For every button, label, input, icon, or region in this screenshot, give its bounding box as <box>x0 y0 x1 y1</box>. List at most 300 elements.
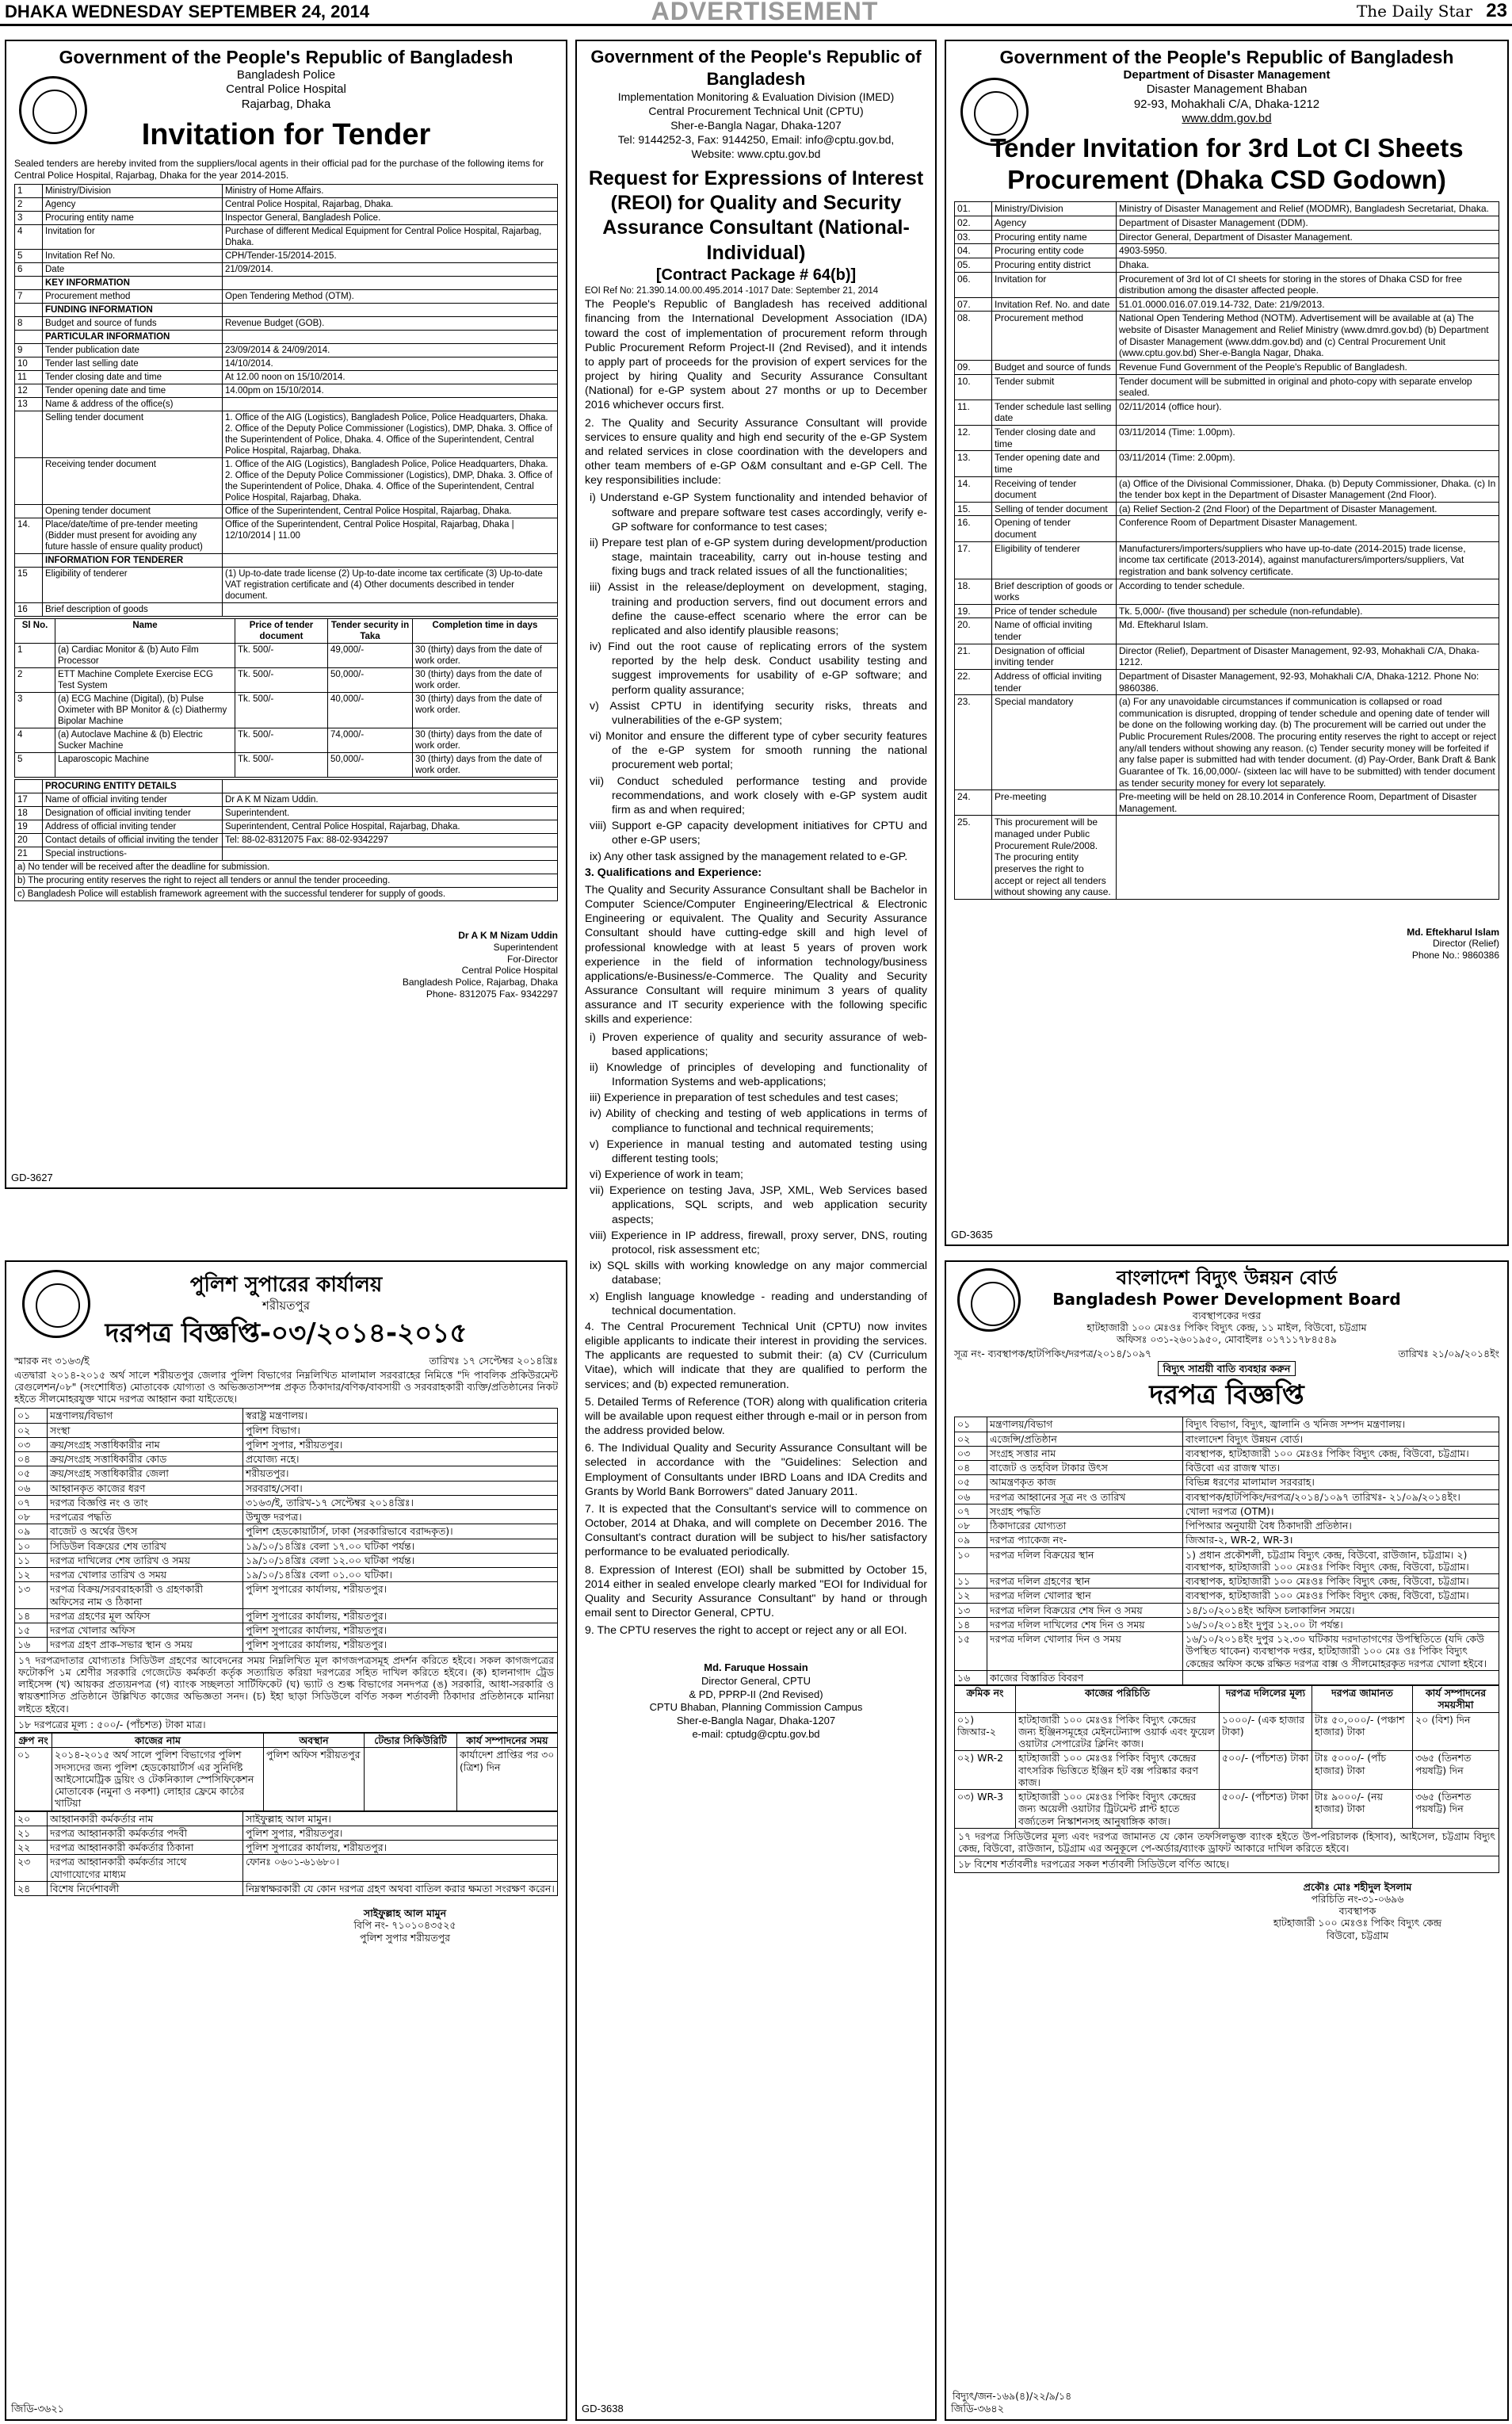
table-cell: ০৫ <box>955 1475 987 1489</box>
table-row <box>955 1432 1499 1446</box>
table-cell: সংস্থা <box>48 1423 243 1437</box>
table-cell: ১৫ <box>955 1632 987 1671</box>
list-item: vi) Monitor and ensure the different type of cyber security features of the e-GP system for smooth running the national procurement web portal; <box>590 730 927 772</box>
signatory-line: For-Director <box>506 953 558 965</box>
table-cell: পুলিশ অফিস শরীয়তপুর <box>264 1748 365 1810</box>
signatory-line: Phone- 8312075 Fax- 9342297 <box>426 988 558 1000</box>
table-cell: দরপত্র গ্রহণ প্রাক-সভার স্থান ও সময় <box>48 1638 243 1652</box>
tender-info-table <box>14 184 558 617</box>
table-cell: ২২ <box>15 1841 48 1855</box>
table-row <box>15 504 558 518</box>
footer-ref: বিদ্যুৎ/জন-১৬৯(৪)/২২/৯/১৪ <box>953 2389 1072 2402</box>
table-cell <box>223 276 558 289</box>
table-cell: 16. <box>955 516 992 541</box>
table-cell: Tender opening date and time <box>992 451 1117 476</box>
table-header-row <box>15 1734 558 1748</box>
ad-disaster-management-tender <box>945 40 1509 1246</box>
table-row <box>15 603 558 617</box>
table-cell: 1 <box>15 644 55 668</box>
police-emblem-icon <box>22 1270 90 1338</box>
table-cell: Selling tender document <box>43 411 223 457</box>
table-row <box>15 554 558 568</box>
energy-saving-tag: বিদ্যুৎ সাশ্রয়ী বাতি ব্যবহার করুন <box>1158 1361 1296 1376</box>
table-cell <box>223 780 558 793</box>
table-cell: Open Tendering Method (OTM). <box>223 289 558 303</box>
table-cell: 4 <box>15 728 55 753</box>
ad-title: Tender Invitation for 3rd Lot CI Sheets Procurement (Dhaka CSD Godown) <box>990 133 1464 194</box>
table-cell: দরপত্র দলিল বিক্রয়ের শেষ দিন ও সময় <box>987 1603 1183 1617</box>
table-cell: ১৯/১০/১৪খ্রিঃ বেলা ১২.০০ ঘটিকা পর্যন্ত। <box>243 1553 558 1567</box>
table-cell: PARTICULAR INFORMATION <box>43 330 223 343</box>
gov-heading: Government of the People's Republic of Bangladesh <box>999 47 1454 67</box>
table-cell: Procurement method <box>992 312 1117 361</box>
table-cell: Tender schedule last selling date <box>992 400 1117 425</box>
table-cell: 24. <box>955 790 992 816</box>
table-cell: ২১ <box>15 1826 48 1840</box>
table-cell: 23. <box>955 695 992 790</box>
list-item: v) Experience in manual testing and automated testing using different testing tools; <box>590 1137 927 1165</box>
table-row <box>15 1553 558 1567</box>
table-cell: KEY INFORMATION <box>43 276 223 289</box>
table-cell: শরীয়তপুর। <box>243 1466 558 1481</box>
table-cell <box>15 303 43 316</box>
org-line: 92-93, Mohakhali C/A, Dhaka-1212 <box>1133 97 1320 111</box>
table-cell: Brief description of goods <box>43 603 223 617</box>
table-cell: Receiving of tender document <box>992 476 1117 502</box>
table-cell: আমন্ত্রণকৃত কাজ <box>987 1475 1183 1489</box>
table-cell: (1) Up-to-date trade license (2) Up-to-date income tax certificate (3) Up-to-date VAT registration certificate and (4) Other documents described in tender document. <box>223 568 558 603</box>
signatory-line: Phone No.: 9860386 <box>1411 950 1499 962</box>
signatory-line: & PD, PPRP-II (2nd Revised) <box>689 1688 823 1700</box>
column-header: কাজের নাম <box>52 1734 264 1748</box>
table-cell: ০৯ <box>955 1533 987 1547</box>
instruction: c) Bangladesh Police will establish framework agreement with the successful tenderer for supply of goods. <box>14 888 558 901</box>
page-number: 23 <box>1486 0 1507 21</box>
table-cell: ০২ <box>955 1432 987 1446</box>
table-cell: ০৩ <box>955 1446 987 1460</box>
table-cell: দরপত্র দলিল দাখিলের শেষ দিন ও সময় <box>987 1617 1183 1631</box>
table-row <box>955 451 1499 476</box>
table-cell: পুলিশ সুপারের কার্যালয়, শরীয়তপুর। <box>243 1638 558 1652</box>
table-cell: 5 <box>15 753 55 778</box>
table-cell: Tk. 500/- <box>235 644 328 668</box>
ad-title: দরপত্র বিজ্ঞপ্তি <box>1149 1378 1304 1411</box>
org-line: Department of Disaster Management <box>1123 68 1331 82</box>
table-cell: ব্যবস্থাপক, হাটহাজারী ১০০ মেঃওঃ পিকিং বিদ্যুৎ কেন্দ্র, বিউবো, চট্টগ্রাম। <box>1183 1574 1499 1589</box>
signature-block <box>1216 1881 1499 1941</box>
org-line: Bangladesh Police <box>236 68 336 82</box>
table-cell: Dr A K M Nizam Uddin. <box>223 793 558 807</box>
table-cell: বিভিন্ন ধরণের মালামাল সরবরাহ। <box>1183 1475 1499 1489</box>
table-cell: দরপত্র খোলার অফিস <box>48 1623 243 1638</box>
column-header: কার্য সম্পাদনের সময় <box>457 1734 558 1748</box>
table-row <box>15 1568 558 1582</box>
column-header: ক্রমিক নং <box>955 1686 1016 1713</box>
table-cell: 5 <box>15 249 43 262</box>
table-cell <box>15 780 43 793</box>
table-cell: 07. <box>955 297 992 312</box>
table-cell: Ministry/Division <box>992 202 1117 216</box>
table-cell: নিম্নস্বাক্ষরকারী যে কোন দরপত্র গ্রহণ অথবা বাতিল করার ক্ষমতা সংরক্ষণ করেন। <box>243 1881 558 1895</box>
table-row <box>955 1504 1499 1518</box>
table-row <box>955 1751 1499 1790</box>
gd-code: জিডি-৩৬২১ <box>11 2403 65 2416</box>
table-cell: Tender last selling date <box>43 357 223 370</box>
table-cell: (a) Office of the Divisional Commissioner, Dhaka. (b) Deputy Commissioner, Dhaka. (c) In the tender box kept in the Department of Disaster Management (2nd Floor). <box>1117 476 1499 502</box>
table-cell: Department of Disaster Management, 92-93, Mohakhali C/A, Dhaka-1212. Phone No: 9860386. <box>1117 669 1499 694</box>
signatory-name: Md. Faruque Hossain <box>704 1661 808 1674</box>
org-line: অফিসঃ ০৩১-২৬০১৯৫০, মোবাইলঃ ০১৭১১৭৮৪৫৪৯ <box>1116 1333 1338 1346</box>
table-cell: Tender document will be submitted in original and photo-copy with separate envelop sealed. <box>1117 374 1499 400</box>
table-cell: Tk. 500/- <box>235 753 328 778</box>
table-cell: ক্রয়/সংগ্রহ সত্তাধিকারীর কোড <box>48 1452 243 1466</box>
table-cell: Contact details of official inviting the tender <box>43 834 223 847</box>
table-cell: Office of the Superintendent, Central Police Hospital, Rajarbag, Dhaka. <box>223 504 558 518</box>
table-cell: 4 <box>15 224 43 249</box>
table-cell: Invitation for <box>992 272 1117 297</box>
signatory-line: Director General, CPTU <box>701 1675 811 1688</box>
bangladesh-emblem-icon <box>19 76 87 144</box>
column-header: দরপত্র জামানত <box>1312 1686 1413 1713</box>
para: 7. It is expected that the Consultant's service will to commence on October, 2014 at Dhaka, and will complete on December 2016. The Consultant's contract duration will be subject to his/her satisfactory performance to be evaluated periodically. <box>585 1502 927 1559</box>
table-cell: দরপত্র আহ্বানকারী কর্মকর্তার সাথে যোগাযোগের মাধ্যম <box>48 1855 243 1882</box>
table-cell: দরপত্র দলিল গ্রহণের স্থান <box>987 1574 1183 1589</box>
table-cell: 10 <box>15 357 43 370</box>
table-cell: 51.01.0000.016.07.019.14-732, Date: 21/9/2013. <box>1117 297 1499 312</box>
table-cell: ৩৬৫ (তিনশত পয়ষট্টি) দিন <box>1413 1790 1499 1829</box>
list-item: ix) SQL skills with working knowledge on any major commercial database; <box>590 1260 927 1287</box>
table-cell: 15. <box>955 502 992 516</box>
table-cell: ০৭ <box>955 1504 987 1518</box>
org-line: Tel: 9144252-3, Fax: 9144250, Email: info@cptu.gov.bd, <box>617 133 895 147</box>
table-cell: 13. <box>955 451 992 476</box>
signatory-name: সাইফুল্লাহ আল মামুন <box>363 1907 447 1920</box>
table-cell: দরপত্র দলিল খোলার স্থান <box>987 1589 1183 1603</box>
para: The Quality and Security Assurance Consultant shall be Bachelor in Computer Science/Computer Engineering/Electrical & Electronic Engineering or equivalent. The Quality and Security Assurance Consultant should have cutting-edge skill and high level of professional knowledge with at least 5 years of proven work experience in the field of information technology/business applications/e-Business/e-Commerce. The Quality and Security Assurance Consultant will require minimum 3 years of quality assurance and IT security experience with the following specific skills and experience: <box>585 883 927 1027</box>
signature-block <box>585 1661 927 1741</box>
table-cell: ব্যবস্থাপক, হাটহাজারী ১০০ মেঃওঃ পিকিং বিদ্যুৎ কেন্দ্র, বিউবো, চট্টগ্রাম। <box>1183 1446 1499 1460</box>
org-line: Website: www.cptu.gov.bd <box>691 147 821 160</box>
table-cell: Tk. 500/- <box>235 693 328 728</box>
table-cell: পুলিশ সুপারের কার্যালয়, শরীয়তপুর। <box>243 1582 558 1609</box>
table-cell: ১৪ <box>15 1608 48 1623</box>
table-cell: 30 (thirty) days from the date of work order. <box>413 693 558 728</box>
table-cell: Director (Relief), Department of Disaster Management, 92-93, Mohakhali C/A, Dhaka-1212. <box>1117 644 1499 669</box>
table-cell: 49,000/- <box>328 644 413 668</box>
table-cell <box>223 397 558 411</box>
note-17: ১৭ দরপত্র সিডিউলের মূল্য এবং দরপত্র জামানত যে কোন তফসিলভুক্ত ব্যাংক হইতে উপ-পরিচালক (হিসাব), আইসেল, চট্টগ্রাম বিদ্যুৎ কেন্দ্র, বিউবো, রাউজান, চট্টগ্রাম এর অনুকূলে পে-অর্ডার/ব্যাংক ড্রাফট আকারে দাখিল করিতে হইবে। <box>954 1829 1499 1857</box>
table-cell: Superintendent. <box>223 807 558 820</box>
table-row <box>955 476 1499 502</box>
table-cell: 40,000/- <box>328 693 413 728</box>
table-row <box>955 790 1499 816</box>
table-cell: Procuring entity name <box>43 211 223 224</box>
table-cell: Manufacturers/importers/suppliers who have up-to-date (2014-2015) trade license, income tax certificate (2013-2014), against manufacturers/importers/suppliers, Vat registration and bank solvency certificate. <box>1117 541 1499 579</box>
eligibility-text: ১৭ দরপত্রদাতার যোগ্যতাঃ সিডিউল গ্রহণের আবেদনের সময় নিম্নলিখিত মূল কাগজপত্রসমূহ প্রদর্শন করিতে হইবে। সকল কাগজপত্রের ফটোকপি ১ম শ্রেণীর সরকারি গেজেটেড কর্মকর্তা কর্তৃক সত্যায়িত করিয়া দরপত্রের সহিত দাখিল করিতে হইবে। (ক) হালনাগাদ ট্রেড লাইসেন্স (খ) আয়কর প্রত্যয়নপত্র (গ) ব্যাংক সচ্ছলতা সার্টিফিকেট (ঘ) ভ্যাট ও শুল্ক বিভাগের সনদপত্র (ঙ) সরকারি, আধা-সরকারি ও স্বায়ত্তশাসিত প্রতিষ্ঠানে উল্লিখিত কাজের অভিজ্ঞতা সনদ। (চ) ইহা ছাড়া সিডিউলে বর্ণিত সকল শর্তাবলী ঠিকাদার প্রতিষ্ঠানকে মানিয়া লইতে হইবে। <box>14 1653 558 1717</box>
table-cell: ১২ <box>955 1589 987 1603</box>
table-row <box>15 457 558 504</box>
table-cell: পুলিশ সুপারের কার্যালয়, শরীয়তপুর। <box>243 1623 558 1638</box>
list-item: viii) Experience in IP address, firewall, proxy server, DNS, routing protocol, risk assessment etc; <box>590 1229 927 1256</box>
table-row <box>15 518 558 553</box>
table-cell: Revenue Budget (GOB). <box>223 316 558 330</box>
table-cell: দরপত্র দলিল বিক্রয়ের স্থান <box>987 1547 1183 1574</box>
table-row <box>15 411 558 457</box>
table-cell: 21 <box>15 847 43 861</box>
table-cell <box>223 303 558 316</box>
signatory-line: ব্যবস্থাপক <box>1338 1905 1376 1917</box>
list-item: ix) Any other task assigned by the management related to e-GP. <box>590 850 908 863</box>
table-cell: আহ্বানকৃত কাজের ধরণ <box>48 1481 243 1495</box>
gd-code: GD-3638 <box>582 2403 624 2415</box>
table-row <box>15 807 558 820</box>
table-row <box>15 1524 558 1539</box>
table-row <box>15 1423 558 1437</box>
para: 4. The Central Procurement Technical Unit (CPTU) now invites eligible applicants to indicate their interest in providing the services. The applicants are requested to submit their: (a) CV (Curriculum Vitae), which will indicate that they are qualified to perform the services; and (b) expected remuneration. <box>585 1320 927 1391</box>
office-place: শরীয়তপুর <box>262 1298 310 1313</box>
tender-info-table <box>14 1408 558 1652</box>
table-row <box>15 1623 558 1638</box>
table-cell: PROCURING ENTITY DETAILS <box>43 780 223 793</box>
table-cell: 25. <box>955 816 992 899</box>
table-cell: প্রযোজ্য নহে। <box>243 1452 558 1466</box>
table-cell <box>223 847 558 861</box>
table-cell: Designation of official inviting tender <box>43 807 223 820</box>
table-cell: Ministry/Division <box>43 184 223 197</box>
table-row <box>15 847 558 861</box>
website-link[interactable]: www.ddm.gov.bd <box>1182 111 1272 125</box>
table-row <box>955 297 1499 312</box>
table-cell: Invitation Ref. No. and date <box>992 297 1117 312</box>
work-table <box>14 1733 558 1811</box>
column-header: গ্রুপ নং <box>15 1734 52 1748</box>
list-item: viii) Support e-GP capacity development initiatives for CPTU and other e-GP users; <box>590 820 927 847</box>
ad-cptu-reoi <box>575 40 937 2421</box>
table-row <box>955 244 1499 258</box>
table-cell: 21. <box>955 644 992 669</box>
table-cell: ETT Machine Complete Exercise ECG Test System <box>55 668 235 693</box>
table-cell: মন্ত্রণালয়/বিভাগ <box>48 1409 243 1423</box>
table-row <box>15 1855 558 1882</box>
table-cell: সাইফুল্লাহ আল মামুন। <box>243 1811 558 1826</box>
table-cell: ১৬/১০/২০১৪ইং দুপুর ১২.০০ টা পর্যন্ত। <box>1183 1617 1499 1631</box>
table-cell: Invitation for <box>43 224 223 249</box>
table-cell: 3 <box>15 211 43 224</box>
gov-heading: Government of the People's Republic of Bangladesh <box>590 47 922 90</box>
table-cell: ০৭ <box>15 1495 48 1509</box>
para: 8. Expression of Interest (EOI) shall be submitted by October 15, 2014 either in sealed envelope clearly marked "EOI for Individual for Quality and Security Assurance Consultant" by hand or through email sent to Director General, CPTU. <box>585 1563 927 1620</box>
table-cell: (a) ECG Machine (Digital), (b) Pulse Oximeter with BP Monitor & (c) Diathermy Bipolar Machine <box>55 693 235 728</box>
signatory-name: প্রকৌঃ মোঃ শহীদুল ইসলাম <box>1303 1880 1412 1893</box>
table-cell: Pre-meeting will be held on 28.10.2014 in Conference Room, Department of Disaster Management. <box>1117 790 1499 816</box>
signature-block <box>252 1907 558 1944</box>
signatory-line: Sher-e-Bangla Nagar, Dhaka-1207 <box>676 1714 836 1726</box>
office-name: পুলিশ সুপারের কার্যালয় <box>189 1273 383 1297</box>
signature-block <box>954 927 1499 962</box>
table-cell: 74,000/- <box>328 728 413 753</box>
table-cell: 22. <box>955 669 992 694</box>
table-cell: FUNDING INFORMATION <box>43 303 223 316</box>
section-label: ADVERTISEMENT <box>651 0 879 25</box>
table-cell: ০২) WR-2 <box>955 1751 1016 1790</box>
column-header: Completion time in days <box>413 619 558 644</box>
table-row <box>15 1510 558 1524</box>
table-row <box>955 1519 1499 1533</box>
table-row <box>955 1574 1499 1589</box>
table-cell: Purchase of different Medical Equipment for Central Police Hospital, Rajarbag, Dhaka. <box>223 224 558 249</box>
table-cell: ফোনঃ ০৬০১-৬১৬৮০। <box>243 1855 558 1882</box>
official-table <box>14 1811 558 1897</box>
table-row <box>15 1638 558 1652</box>
table-cell: বিউবো এর রাজস্ব খাত। <box>1183 1461 1499 1475</box>
table-cell: 1. Office of the AIG (Logistics), Bangladesh Police, Police Headquarters, Dhaka. 2. Office of the Deputy Police Commissioner (Logistics), DMP, Dhaka. 3. Office of the Superintendent of Police, Dhaka. 4. Office of the Superintendent, Central Police Hospital, Rajarbag, Dhaka. <box>223 411 558 457</box>
para: 9. The CPTU reserves the right to accept or reject any or all EOI. <box>585 1624 907 1638</box>
table-row <box>955 1790 1499 1829</box>
table-cell: ১৫ <box>15 1623 48 1638</box>
table-row <box>955 360 1499 374</box>
table-cell: 12. <box>955 426 992 451</box>
list-item: ii) Knowledge of principles of developing and functionality of Information Systems and web-applications; <box>590 1061 927 1089</box>
table-cell: ০৯ <box>15 1524 48 1539</box>
list-item: iv) Ability of checking and testing of web applications in terms of compliance to functional and technical requirements; <box>590 1107 927 1135</box>
signatory-line: CPTU Bhaban, Planning Commission Campus <box>649 1701 863 1714</box>
table-cell: ০৮ <box>955 1519 987 1533</box>
table-cell: আহ্বানকারী কর্মকর্তার নাম <box>48 1811 243 1826</box>
table-cell: ১৪/১০/২০১৪ইং অফিস চলাকালিন সময়ে। <box>1183 1603 1499 1617</box>
table-cell: জিআর-২, WR-2, WR-3। <box>1183 1533 1499 1547</box>
table-row <box>955 816 1499 899</box>
table-cell: 30 (thirty) days from the date of work order. <box>413 668 558 693</box>
table-row <box>15 644 558 668</box>
work-table <box>954 1685 1499 1829</box>
table-cell: 8 <box>15 316 43 330</box>
table-row <box>15 262 558 276</box>
table-cell: দরপত্র বিজ্ঞপ্তি নং ও তাং <box>48 1495 243 1509</box>
table-cell: হাটহাজারী ১০০ মেঃওঃ পিকিং বিদ্যুৎ কেন্দ্রের জন্য ইঞ্জিনসমূহের মেইনটেন্যান্স ওয়ার্ক এবং ফুয়েল ওয়াটার সেপারেটর ক্লিনিং কাজ। <box>1016 1712 1220 1751</box>
table-row <box>15 693 558 728</box>
table-row <box>15 834 558 847</box>
table-cell: Conference Room of Department Disaster Management. <box>1117 516 1499 541</box>
table-cell: Date <box>43 262 223 276</box>
tender-info-table <box>954 201 1499 899</box>
table-cell <box>15 457 43 504</box>
para: 6. The Individual Quality and Security Assurance Consultant will be selected in accordance with the "Guidelines: Selection and Employment of Consultants under IBRD Loans and IDA Credits and Grants by World Bank Borrowers" dated January 2011. <box>585 1442 927 1498</box>
table-cell: ১০ <box>15 1539 48 1553</box>
table-cell <box>223 603 558 617</box>
column-header: কাজের পরিচিতি <box>1016 1686 1220 1713</box>
table-row <box>955 374 1499 400</box>
table-cell: ০৪ <box>15 1452 48 1466</box>
note-18: ১৮ বিশেষ শর্তাবলীঃ দরপত্রের সকল শর্তাবলী সিডিউলে বর্ণিত আছে। <box>954 1856 1499 1872</box>
list-item: iv) Find out the root cause of replicating errors of the system reported by the help desk. Conduct usability testing and suggest improvements for usability of e-GP software; and perform quality assurance; <box>590 640 927 697</box>
table-cell <box>1183 1670 1499 1684</box>
list-item: i) Proven experience of quality and security assurance of web-based applications; <box>590 1030 927 1058</box>
table-cell: 13 <box>15 397 43 411</box>
intro-text: Sealed tenders are hereby invited from the suppliers/local agents in their official pad for the purchase of the following items for Central Police Hospital, Rajarbag, Dhaka for the year 2014-2015. <box>14 158 544 181</box>
table-cell: 30 (thirty) days from the date of work order. <box>413 753 558 778</box>
table-cell: 15 <box>15 568 43 603</box>
table-cell: Procuring entity district <box>992 258 1117 272</box>
table-cell: According to tender schedule. <box>1117 579 1499 604</box>
signatory-line: Superintendent <box>493 942 558 954</box>
table-cell: সিডিউল বিক্রয়ের শেষ তারিখ <box>48 1539 243 1553</box>
table-cell: Office of the Superintendent, Central Police Hospital, Rajarbag, Dhaka | 12/10/2014 | 11.00 <box>223 518 558 553</box>
table-cell: 12 <box>15 384 43 397</box>
table-cell: Opening tender document <box>43 504 223 518</box>
list-item: v) Assist CPTU in identifying security risks, threats and vulnerabilities of the e-GP system; <box>590 699 927 727</box>
table-cell: Tk. 500/- <box>235 728 328 753</box>
table-row <box>15 1582 558 1609</box>
table-cell: This procurement will be managed under Public Procurement Rule/2008. The procuring entity preserves the right to accept or reject all tenders without showing any cause. <box>992 816 1117 899</box>
table-row <box>955 1461 1499 1475</box>
table-cell: 1. Office of the AIG (Logistics), Bangladesh Police, Police Headquarters, Dhaka. 2. Office of the Deputy Police Commissioner (Logistics), DMP, Dhaka. 3. Office of the Superintendent of Police, Dhaka. 4. Office of the Superintendent, Central Police Hospital, Rajarbag, Dhaka. <box>223 457 558 504</box>
table-row <box>955 1417 1499 1432</box>
table-cell: 11 <box>15 370 43 384</box>
table-cell: 20. <box>955 618 992 644</box>
table-cell: Eligibility of tenderer <box>43 568 223 603</box>
table-cell: কাজের বিস্তারিত বিবরণ <box>987 1670 1183 1684</box>
table-cell: Department of Disaster Management (DDM). <box>1117 216 1499 231</box>
table-cell: 11. <box>955 400 992 425</box>
table-cell: ২০১৪-২০১৫ অর্থ সালে পুলিশ বিভাগের পুলিশ সদস্যদের জন্য পুলিশ হেডকোয়ার্টার্স এর সুনির্দিষ্ট আইসোমেট্রিক ড্রয়িং ও টেকনিক্যাল স্পেসিফিকেশন মোতাবেক (নমুনা ও নকশা) লোহার ফ্রেমে কাঠের খাটিয়া <box>52 1748 264 1810</box>
table-cell: 50,000/- <box>328 753 413 778</box>
table-cell: টাঃ ৫০,০০০/- (পঞ্চাশ হাজার) টাকা <box>1312 1712 1413 1751</box>
table-cell: সরবরাহ/সেবা। <box>243 1481 558 1495</box>
bangladesh-emblem-icon <box>960 78 1029 146</box>
table-cell: Place/date/time of pre-tender meeting (Bidder must present for avoiding any future hassle of ensure quality product) <box>43 518 223 553</box>
table-cell <box>15 554 43 568</box>
table-cell: Pre-meeting <box>992 790 1117 816</box>
table-row <box>955 1632 1499 1671</box>
list-item: i) Understand e-GP System functionality and intended behavior of software and prepare software test cases accordingly, verify e-GP software for conformance to test cases; <box>590 491 927 533</box>
table-cell: টাঃ ৯০০০/- (নয় হাজার) টাকা <box>1312 1790 1413 1829</box>
table-cell: Md. Eftekharul Islam. <box>1117 618 1499 644</box>
table-cell: Address of official inviting tender <box>43 820 223 834</box>
table-cell: সংগ্রহ সত্তার নাম <box>987 1446 1183 1460</box>
table-cell: Selling of tender document <box>992 502 1117 516</box>
table-cell <box>223 554 558 568</box>
table-cell: (a) Autoclave Machine & (b) Electric Sucker Machine <box>55 728 235 753</box>
table-cell: Procuring entity code <box>992 244 1117 258</box>
table-cell: INFORMATION FOR TENDERER <box>43 554 223 568</box>
table-cell: Brief description of goods or works <box>992 579 1117 604</box>
table-cell: 10. <box>955 374 992 400</box>
table-cell: Ministry of Home Affairs. <box>223 184 558 197</box>
table-row <box>955 516 1499 541</box>
goods-table <box>14 618 558 778</box>
table-row <box>15 1826 558 1840</box>
table-cell: পিপিআর অনুযায়ী বৈধ ঠিকাদারী প্রতিষ্ঠান। <box>1183 1519 1499 1533</box>
table-cell: ১০ <box>955 1547 987 1574</box>
table-cell: Ministry of Disaster Management and Relief (MODMR), Bangladesh Secretariat, Dhaka. <box>1117 202 1499 216</box>
table-cell: 20 <box>15 834 43 847</box>
table-cell: দরপত্র দলিল খোলার দিন ও সময় <box>987 1632 1183 1671</box>
table-row <box>955 272 1499 297</box>
table-row <box>15 197 558 211</box>
table-cell: দরপত্র আহ্বানের সূত্র নং ও তারিখ <box>987 1489 1183 1504</box>
table-cell: Revenue Fund Government of the People's Republic of Bangladesh. <box>1117 360 1499 374</box>
list-item: iii) Assist in the release/deployment on development, staging, training and production servers, find out document errors and define the cause-effect scenario where the error can be replicated and also identify plausible reasons; <box>590 581 927 637</box>
table-cell: At 12.00 noon on 15/10/2014. <box>223 370 558 384</box>
table-cell: Dhaka. <box>1117 258 1499 272</box>
table-cell: Tender closing date and time <box>43 370 223 384</box>
table-cell: দরপত্র আহ্বানকারী কর্মকর্তার ঠিকানা <box>48 1841 243 1855</box>
table-row <box>955 541 1499 579</box>
org-line: Rajarbag, Dhaka <box>241 97 331 111</box>
intro-text: এতদ্বারা ২০১৪-২০১৫ অর্থ সালে শরীয়তপুর জেলার পুলিশ বিভাগের নিম্নলিখিত মালামাল সরবরাহের নিমিত্তে "দি পাবলিক প্রকিউরমেন্ট রেগুলেশন/০৮" (সংশোধিত) মোতাবেক যোগ্যতা ও অভিজ্ঞতাসম্পন্ন প্রকৃত ঠিকাদার/বণিক/বাবসায়ী ও সরবরাহকারী ব্যক্তি/প্রতিষ্ঠানের নিকট হইতে সীলমোহরযুক্ত খামে দরপত্র আহ্বান করা যাইতেছে। <box>14 1368 558 1405</box>
memo-number: স্মারক নং ৩১৬৩/ই <box>14 1355 90 1367</box>
org-line: Disaster Management Bhaban <box>1146 82 1308 97</box>
